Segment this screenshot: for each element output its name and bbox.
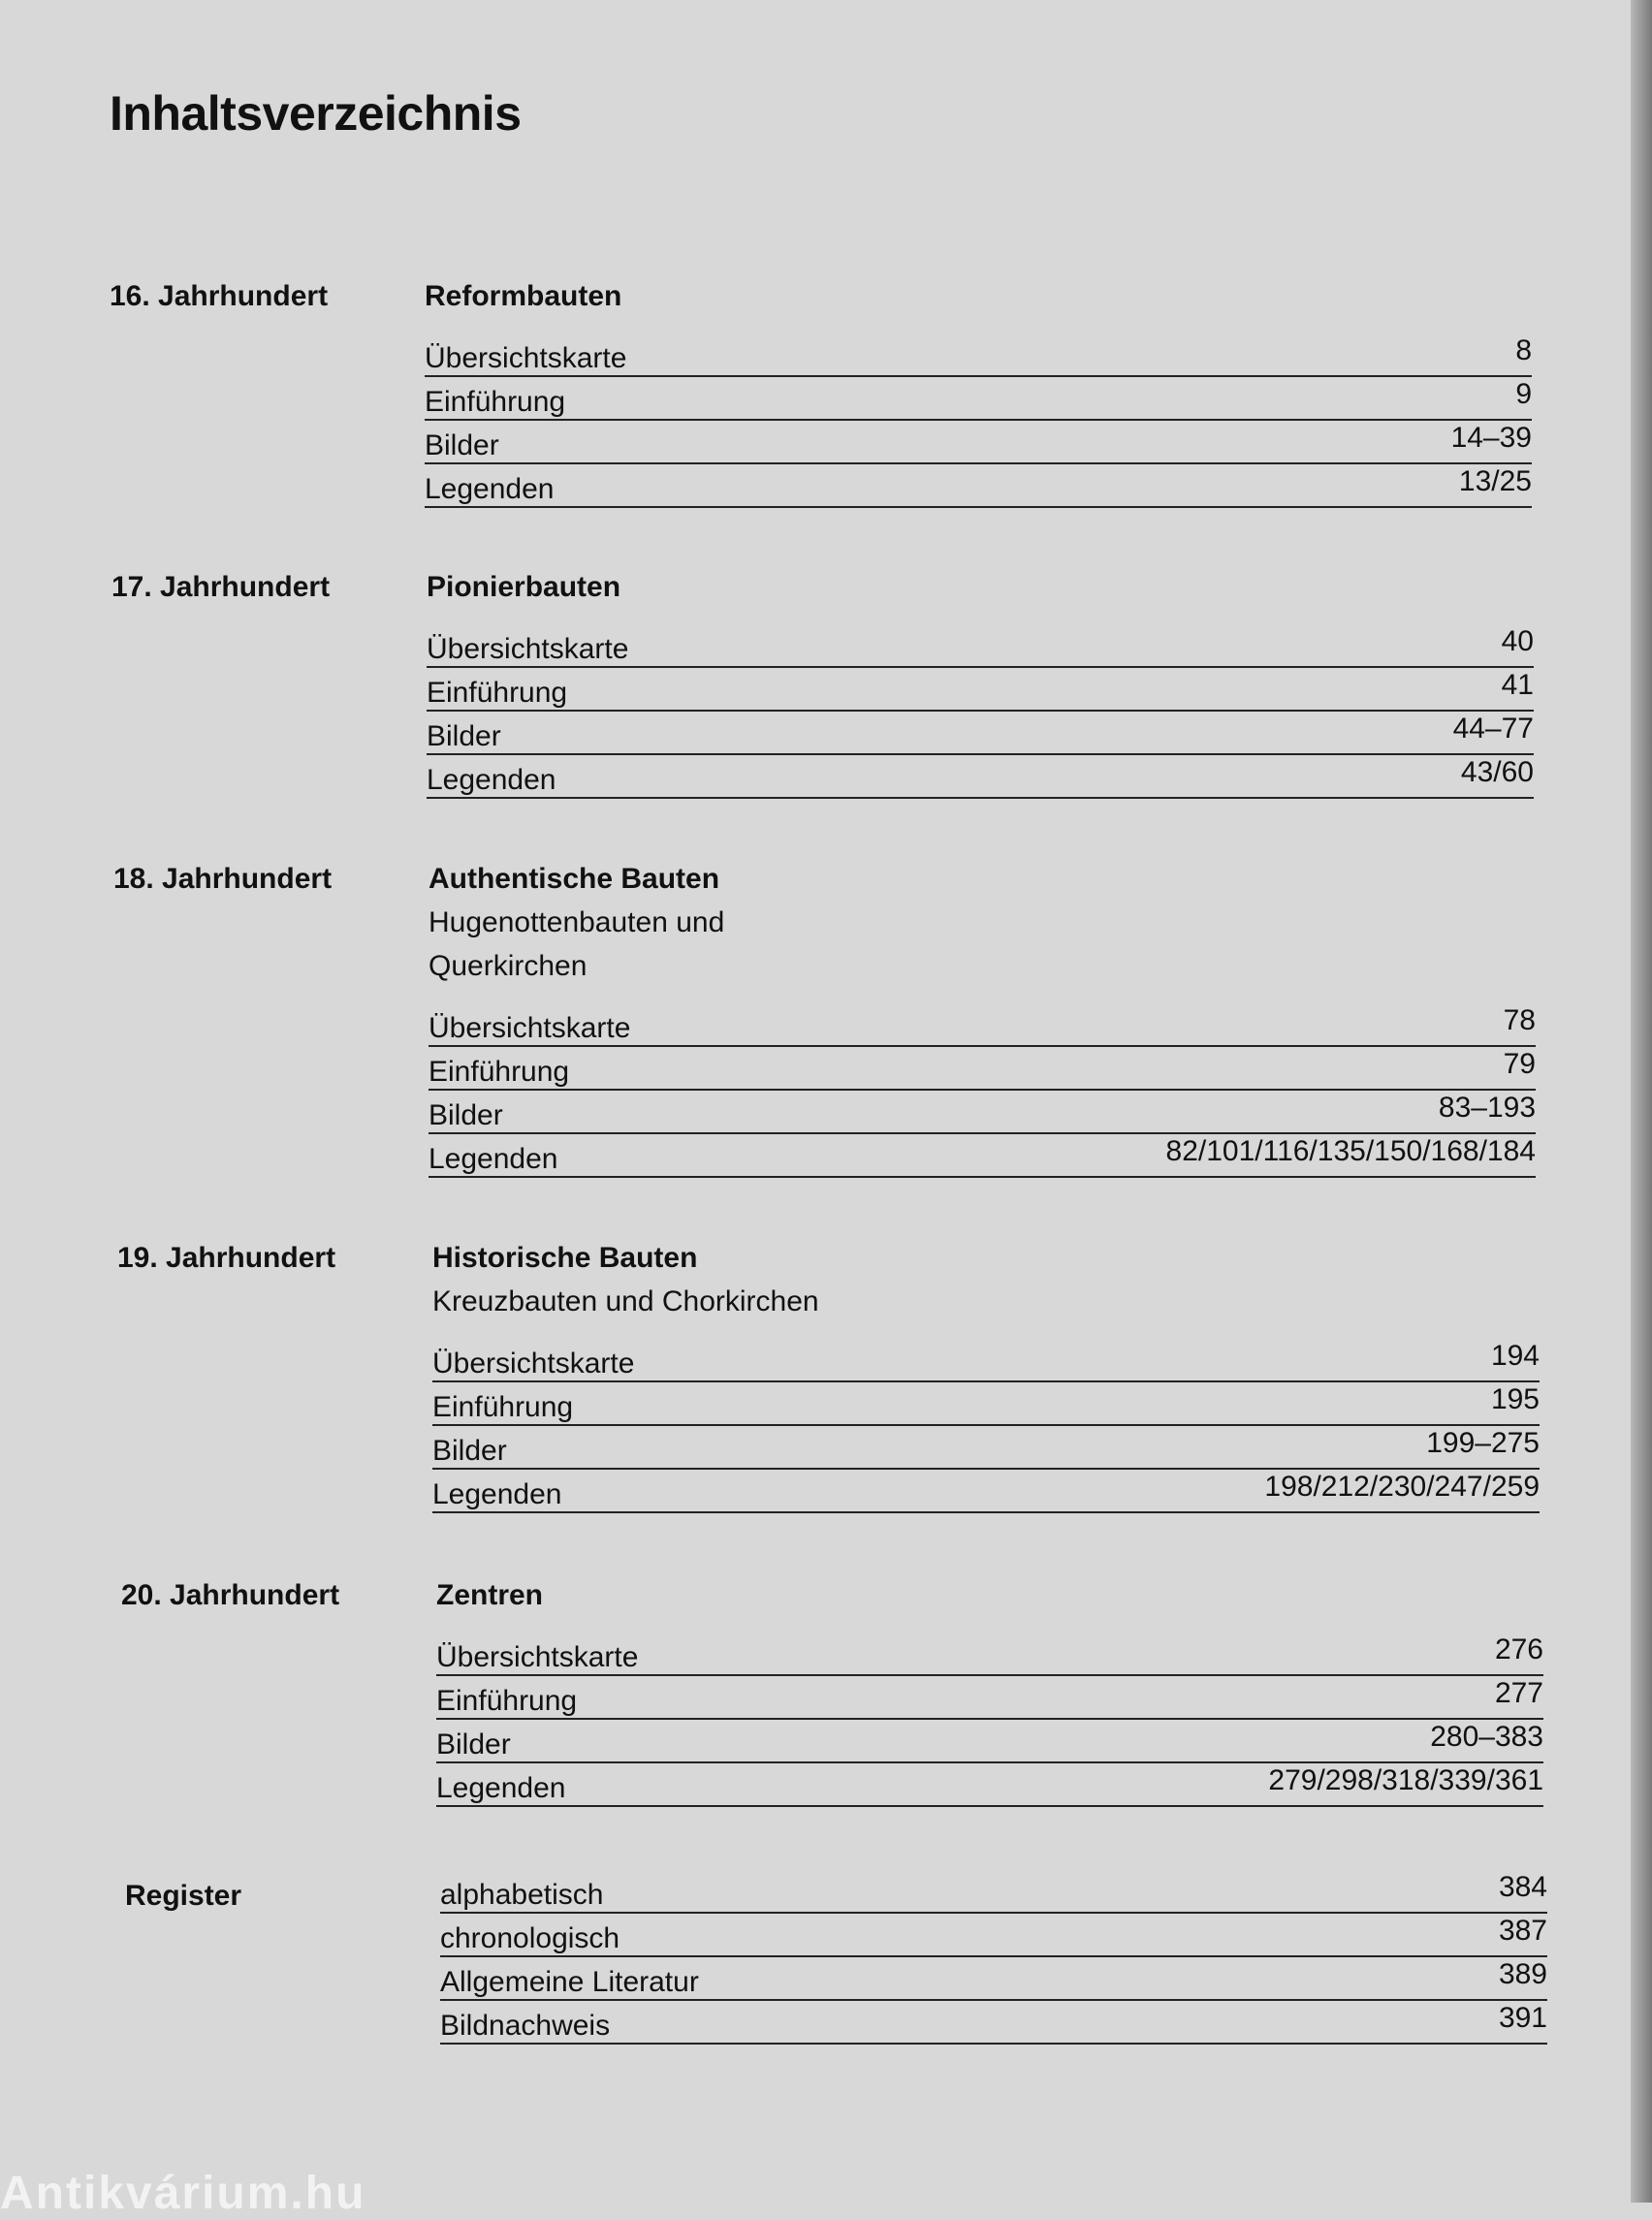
entry-list — [429, 1003, 1536, 1178]
entry-label: Legenden — [436, 1772, 566, 1804]
entry-page: 277 — [1494, 1677, 1543, 1709]
entry-page: 14–39 — [1450, 422, 1532, 454]
entry-label: Einführung — [427, 677, 568, 709]
entry-page: 78 — [1503, 1004, 1536, 1036]
entry-label: Bilder — [432, 1435, 507, 1467]
entry-page: 79 — [1503, 1048, 1536, 1080]
toc-entry[interactable] — [440, 1870, 1547, 1914]
entry-label: alphabetisch — [440, 1879, 604, 1911]
section-heading: Historische Bauten — [432, 1242, 698, 1274]
entry-page: 8 — [1515, 334, 1532, 366]
toc-entry[interactable] — [432, 1470, 1540, 1513]
entry-label: Legenden — [425, 473, 555, 505]
toc-entry[interactable] — [440, 1914, 1547, 1957]
entry-page: 43/60 — [1460, 756, 1534, 788]
entry-label: Übersichtskarte — [427, 633, 629, 665]
entry-page: 83–193 — [1438, 1092, 1536, 1124]
toc-entry[interactable] — [429, 1003, 1536, 1047]
entry-page: 276 — [1494, 1633, 1543, 1665]
toc-entry[interactable] — [432, 1426, 1540, 1470]
section-body — [427, 565, 1534, 799]
entry-page: 41 — [1501, 669, 1534, 701]
toc-entry[interactable] — [427, 668, 1534, 712]
entry-label: Übersichtskarte — [425, 342, 627, 374]
toc-entry[interactable] — [440, 1957, 1547, 2001]
entry-label: Legenden — [429, 1143, 558, 1175]
entry-page: 194 — [1490, 1340, 1540, 1372]
entry-label: Legenden — [432, 1478, 562, 1510]
toc-entry[interactable] — [425, 421, 1532, 464]
entry-label: Allgemeine Literatur — [440, 1966, 699, 1998]
century-label: Register — [125, 1880, 242, 1912]
entry-page: 198/212/230/247/259 — [1264, 1471, 1540, 1503]
entry-list — [440, 1870, 1547, 2045]
entry-label: Einführung — [429, 1056, 570, 1088]
century-label: 16. Jahrhundert — [110, 280, 329, 312]
toc-entry[interactable] — [436, 1720, 1543, 1763]
entry-page: 279/298/318/339/361 — [1268, 1764, 1543, 1796]
entry-page: 44–77 — [1452, 713, 1534, 745]
section-body — [440, 1870, 1547, 2045]
entry-page: 387 — [1498, 1915, 1547, 1947]
toc-entry[interactable] — [429, 1134, 1536, 1178]
entry-list — [425, 333, 1532, 508]
entry-page: 391 — [1498, 2002, 1547, 2034]
entry-label: Bilder — [429, 1099, 503, 1131]
toc-entry[interactable] — [436, 1633, 1543, 1676]
entry-label: Einführung — [425, 386, 566, 418]
toc-entry[interactable] — [436, 1763, 1543, 1807]
section-heading: Pionierbauten — [427, 571, 621, 603]
toc-entry[interactable] — [429, 1047, 1536, 1091]
section-body — [429, 857, 1536, 1178]
entry-label: Bilder — [427, 720, 501, 752]
section-heading: Zentren — [436, 1579, 544, 1611]
century-label: 17. Jahrhundert — [111, 571, 331, 603]
section-subtitle: Querkirchen — [429, 950, 588, 982]
toc-entry[interactable] — [427, 755, 1534, 799]
toc-entry[interactable] — [425, 333, 1532, 377]
entry-list — [432, 1339, 1540, 1513]
entry-label: Übersichtskarte — [436, 1641, 639, 1673]
entry-label: Einführung — [432, 1391, 574, 1423]
century-label: 18. Jahrhundert — [113, 863, 333, 895]
toc-entry[interactable] — [427, 712, 1534, 755]
entry-page: 82/101/116/135/150/168/184 — [1165, 1135, 1536, 1167]
entry-page: 40 — [1501, 625, 1534, 657]
entry-label: chronologisch — [440, 1922, 620, 1954]
entry-page: 384 — [1498, 1871, 1547, 1903]
entry-page: 389 — [1498, 1958, 1547, 1990]
watermark: Antikvárium.hu — [0, 2168, 366, 2219]
section-heading: Authentische Bauten — [429, 863, 720, 895]
entry-page: 195 — [1490, 1383, 1540, 1415]
toc-entry[interactable] — [432, 1339, 1540, 1382]
entry-page: 13/25 — [1458, 465, 1532, 497]
toc-entry[interactable] — [432, 1382, 1540, 1426]
entry-label: Einführung — [436, 1685, 578, 1717]
section-heading: Reformbauten — [425, 280, 622, 312]
century-label: 19. Jahrhundert — [117, 1242, 336, 1274]
entry-list — [436, 1633, 1543, 1807]
toc-entry[interactable] — [425, 377, 1532, 421]
toc-entry[interactable] — [429, 1091, 1536, 1134]
toc-entry[interactable] — [440, 2001, 1547, 2045]
entry-label: Bilder — [436, 1728, 511, 1760]
toc-entry[interactable] — [427, 624, 1534, 668]
entry-label: Bildnachweis — [440, 2010, 611, 2042]
toc-entry[interactable] — [436, 1676, 1543, 1720]
entry-label: Übersichtskarte — [432, 1348, 635, 1380]
entry-label: Übersichtskarte — [429, 1012, 631, 1044]
section-subtitle: Hugenottenbauten und — [429, 906, 725, 938]
entry-label: Bilder — [425, 429, 499, 461]
entry-list — [427, 624, 1534, 799]
entry-page: 280–383 — [1430, 1721, 1543, 1753]
page-title: Inhaltsverzeichnis — [110, 86, 522, 141]
section-subtitle: Kreuzbauten und Chorkirchen — [432, 1285, 819, 1317]
entry-label: Legenden — [427, 764, 556, 796]
entry-page: 9 — [1515, 378, 1532, 410]
toc-entry[interactable] — [425, 464, 1532, 508]
book-spine-edge — [1631, 0, 1652, 2203]
section-body — [432, 1236, 1540, 1513]
century-label: 20. Jahrhundert — [121, 1579, 340, 1611]
section-body — [436, 1573, 1543, 1807]
entry-page: 199–275 — [1426, 1427, 1540, 1459]
section-body — [425, 274, 1532, 508]
